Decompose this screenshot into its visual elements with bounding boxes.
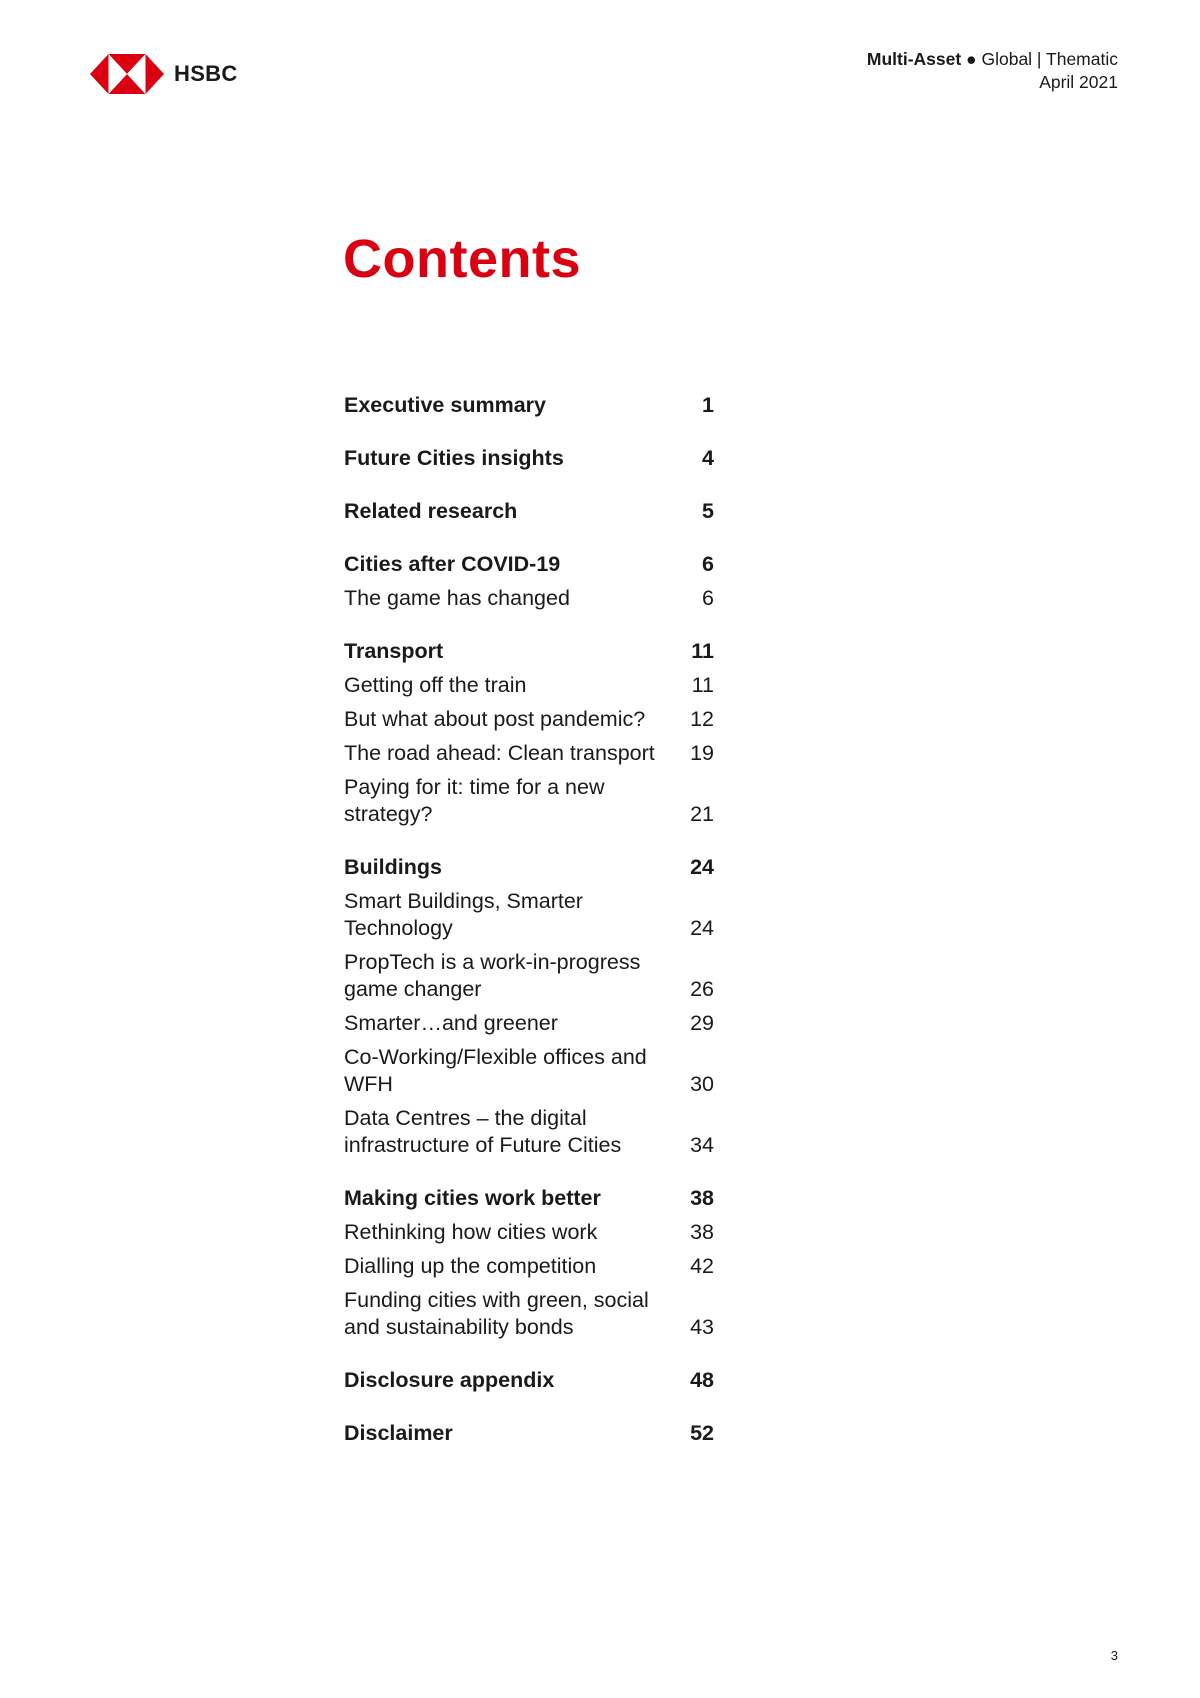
toc-heading[interactable] (344, 1185, 714, 1212)
toc-label: Disclaimer (344, 1421, 453, 1445)
toc-label: But what about post pandemic? (344, 707, 646, 731)
toc-heading[interactable] (344, 854, 714, 881)
header-meta (867, 48, 1118, 94)
toc-page-number: 38 (690, 1186, 714, 1210)
toc-entry[interactable] (344, 585, 714, 612)
hsbc-hexagon-icon (90, 54, 164, 94)
toc-label: The road ahead: Clean transport (344, 741, 655, 765)
toc-entry[interactable] (344, 672, 714, 699)
toc-page-number: 38 (690, 1220, 714, 1244)
toc-entry[interactable] (344, 1105, 714, 1159)
toc-entry[interactable] (344, 1219, 714, 1246)
toc-label: Buildings (344, 855, 442, 879)
toc-section (344, 1420, 714, 1447)
toc-entry[interactable] (344, 1253, 714, 1280)
toc-section (344, 392, 714, 419)
toc-page-number: 11 (691, 673, 714, 697)
toc-section (344, 1185, 714, 1341)
toc-label: Smarter…and greener (344, 1011, 558, 1035)
toc-heading[interactable] (344, 1420, 714, 1447)
toc-page-number: 48 (690, 1368, 714, 1392)
table-of-contents (344, 392, 714, 1473)
toc-page-number: 12 (690, 707, 714, 731)
toc-label: Rethinking how cities work (344, 1220, 598, 1244)
toc-label: Cities after COVID-19 (344, 552, 561, 576)
toc-section (344, 854, 714, 1159)
toc-label: Making cities work better (344, 1186, 601, 1210)
toc-label: Executive summary (344, 393, 546, 417)
toc-label: Getting off the train (344, 673, 527, 697)
toc-label: Paying for it: time for a new strategy? (344, 775, 605, 826)
toc-section (344, 445, 714, 472)
report-date: April 2021 (1039, 72, 1118, 92)
toc-entry[interactable] (344, 949, 714, 1003)
report-classification (867, 48, 1118, 71)
toc-page-number: 26 (690, 977, 714, 1001)
toc-page-number: 24 (690, 916, 714, 940)
toc-label: Dialling up the competition (344, 1254, 597, 1278)
toc-section (344, 638, 714, 828)
toc-entry[interactable] (344, 888, 714, 942)
toc-label: Disclosure appendix (344, 1368, 555, 1392)
toc-page-number: 21 (690, 802, 714, 826)
toc-page-number: 24 (690, 855, 714, 879)
report-series: Multi-Asset ● (866, 49, 977, 69)
brand-name: HSBC (174, 61, 238, 86)
toc-label: Smart Buildings, Smarter Technology (344, 889, 583, 940)
toc-section (344, 1367, 714, 1394)
toc-page-number: 1 (702, 393, 714, 417)
toc-label: Transport (344, 639, 444, 663)
toc-section (344, 498, 714, 525)
toc-heading[interactable] (344, 498, 714, 525)
toc-label: Future Cities insights (344, 446, 564, 470)
toc-page-number: 30 (690, 1072, 714, 1096)
toc-entry[interactable] (344, 774, 714, 828)
report-region-type: Global | Thematic (976, 49, 1118, 69)
toc-heading[interactable] (344, 392, 714, 419)
toc-heading[interactable] (344, 445, 714, 472)
toc-label: PropTech is a work-in-progress game changer (344, 950, 641, 1001)
toc-page-number: 42 (690, 1254, 714, 1278)
toc-label: Data Centres – the digital infrastructure of Future Cities (344, 1106, 622, 1157)
toc-entry[interactable] (344, 1010, 714, 1037)
toc-label: Funding cities with green, social and sustainability bonds (344, 1288, 649, 1339)
toc-entry[interactable] (344, 706, 714, 733)
toc-heading[interactable] (344, 551, 714, 578)
page-number: 3 (1110, 1648, 1118, 1663)
toc-entry[interactable] (344, 1287, 714, 1341)
toc-entry[interactable] (344, 1044, 714, 1098)
toc-label: The game has changed (344, 586, 570, 610)
page-title: Contents (343, 229, 581, 289)
toc-page-number: 6 (702, 552, 714, 576)
toc-page-number: 19 (690, 741, 714, 765)
toc-label: Related research (344, 499, 518, 523)
toc-page-number: 29 (690, 1011, 714, 1035)
hsbc-logo (90, 54, 238, 94)
toc-heading[interactable] (344, 638, 714, 665)
toc-page-number: 5 (702, 499, 714, 523)
toc-section (344, 551, 714, 612)
toc-page-number: 4 (702, 446, 714, 470)
toc-page-number: 52 (690, 1421, 714, 1445)
toc-page-number: 34 (690, 1133, 714, 1157)
toc-page-number: 43 (690, 1315, 714, 1339)
toc-page-number: 11 (691, 639, 714, 663)
toc-label: Co-Working/Flexible offices and WFH (344, 1045, 647, 1096)
toc-page-number: 6 (702, 586, 714, 610)
toc-heading[interactable] (344, 1367, 714, 1394)
toc-entry[interactable] (344, 740, 714, 767)
